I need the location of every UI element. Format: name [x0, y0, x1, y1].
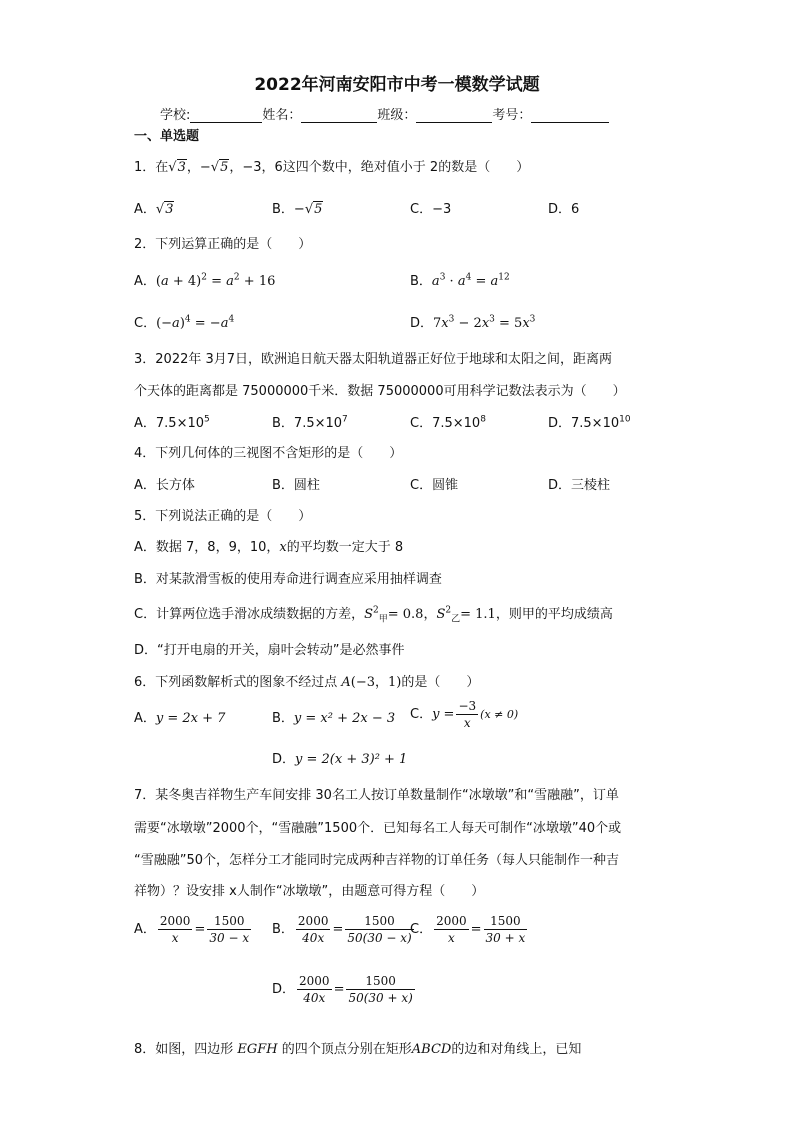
q7-c-num2: 1500	[484, 914, 528, 930]
q1-option-c: C．−3	[410, 202, 452, 217]
q7-a-label: A．	[134, 922, 156, 937]
q6-c-num: −3	[458, 699, 477, 713]
q7-d-frac2	[346, 974, 414, 1005]
school-blank	[190, 108, 262, 123]
q7-option-c	[410, 914, 529, 945]
q2-b-label: B．	[410, 274, 432, 289]
q1-b-sqrt5: √5	[304, 202, 323, 217]
question-6-stem	[134, 671, 479, 690]
question-8-stem	[134, 1038, 581, 1057]
q5-c-post: ，则甲的平均成绩高	[495, 607, 613, 622]
number-label: 考号：	[492, 108, 532, 123]
question-7-line-2: 需要“冰墩墩”2000个，“雪融融”1500个．已知每名工人每天可制作“冰墩墩”40个或	[134, 821, 622, 836]
q7-b-eq: =	[332, 922, 344, 937]
q7-a-num2: 1500	[207, 914, 251, 930]
q2-a-expr: $(a + 4)^2 = a^2 + 16$	[155, 272, 276, 289]
q7-a-den1: x	[171, 931, 179, 945]
q5-c-s2: = 1.1	[460, 607, 496, 622]
q2-a-label: A．	[134, 274, 156, 289]
neg-sqrt-5: −	[199, 160, 211, 175]
q6-c-fraction	[456, 699, 478, 730]
q7-c-den2: 30 + x	[485, 931, 526, 945]
q2-c-expr: $(-a)^4 = -a^4$	[156, 314, 235, 331]
q3-a-exp: 5	[204, 414, 210, 425]
q4-option-a: A．长方体	[134, 478, 195, 493]
q7-b-den1: 40x	[302, 931, 325, 945]
question-2-stem: 2．下列运算正确的是（ ）	[134, 237, 312, 252]
q6-option-b	[272, 707, 395, 726]
q2-c-label: C．	[134, 316, 157, 331]
q1-option-b: B．−√5	[272, 202, 323, 217]
q6-b-label: B．	[272, 711, 294, 726]
q3-option-b	[272, 412, 348, 431]
q5-c-sub2: 乙	[451, 614, 461, 625]
q1-b-label: B．	[272, 202, 294, 217]
q3-b-exp: 7	[342, 414, 348, 425]
q6-point: A	[341, 675, 351, 690]
q8-rect: ABCD	[411, 1042, 452, 1057]
q3-option-a	[134, 412, 210, 431]
q6-a-label: A．	[134, 711, 156, 726]
q2-d-label: D．	[410, 316, 434, 331]
q7-a-eq: =	[194, 922, 206, 937]
q7-c-frac1	[434, 914, 469, 945]
q7-d-num2: 1500	[346, 974, 414, 990]
q3-c-text: C．7.5×10	[410, 416, 481, 431]
q7-d-label: D．	[272, 982, 296, 997]
q4-option-d: D．三棱柱	[548, 478, 611, 493]
question-7-line-4: 祥物）？设安排 x人制作“冰墩墩”，由题意可得方程（ ）	[134, 884, 485, 899]
q7-c-num1: 2000	[436, 914, 467, 928]
q6-d-label: D．	[272, 752, 296, 767]
q6-a-expr: y = 2x + 7	[155, 711, 226, 726]
q5-a-post: 的平均数一定大于 8	[286, 540, 404, 555]
q7-b-label: B．	[272, 922, 294, 937]
q6-c-label: C．	[410, 707, 433, 722]
q7-c-frac2	[484, 914, 528, 945]
q7-d-num1: 2000	[299, 974, 330, 988]
q1-option-d: D．6	[548, 202, 580, 217]
question-7-line-1: 7．某冬奥吉祥物生产车间安排 30名工人按订单数量制作“冰墩墩”和“雪融融”，订单	[134, 788, 619, 803]
q3-b-text: B．7.5×10	[272, 416, 343, 431]
q1-mid: ，−3，6这四个数中，绝对值小于 2的数是（ ）	[229, 160, 530, 175]
q6-option-a	[134, 707, 225, 726]
q5-c-s1: = 0.8	[387, 607, 424, 622]
q6-pre: 6．下列函数解析式的图象不经过点	[134, 675, 342, 690]
name-blank	[301, 108, 377, 123]
q6-c-den: x	[463, 716, 471, 730]
q7-c-eq: =	[470, 922, 482, 937]
q8-pre: 8．如图，四边形	[134, 1042, 238, 1057]
sqrt-5: √5	[210, 160, 229, 175]
q7-b-num2: 1500	[345, 914, 413, 930]
section-heading: 一、单选题	[134, 129, 200, 144]
q7-option-b	[272, 914, 416, 945]
q6-option-d	[272, 748, 407, 767]
number-blank	[531, 108, 609, 123]
question-7-line-3: “雪融融”50个，怎样分工才能同时完成两种吉祥物的订单任务（每人只能制作一种吉	[134, 853, 620, 868]
q7-b-frac2	[345, 914, 413, 945]
q5-option-d: D．“打开电扇的开关，扇叶会转动”是必然事件	[134, 643, 405, 658]
q6-d-expr: y = 2(x + 3)² + 1	[295, 752, 408, 767]
question-3-line-1: 3．2022年 3月7日，欧洲追日航天器太阳轨道器正好位于地球和太阳之间，距离两	[134, 352, 613, 367]
q3-option-c	[410, 412, 486, 431]
q7-a-frac1	[158, 914, 193, 945]
q5-a-var: x	[279, 540, 287, 555]
q7-d-eq: =	[333, 982, 345, 997]
q6-c-lhs: y =	[432, 707, 455, 722]
q7-b-den2: 50(30 − x)	[347, 931, 412, 945]
q7-c-label: C．	[410, 922, 433, 937]
q1-a-sqrt3: √3	[155, 202, 174, 217]
q3-d-text: D．7.5×10	[548, 416, 620, 431]
q3-c-exp: 8	[480, 414, 486, 425]
name-label: 姓名：	[262, 108, 302, 123]
q7-a-num1: 2000	[159, 914, 191, 928]
q3-a-text: A．7.5×10	[134, 416, 205, 431]
q7-a-den2: 30 − x	[209, 931, 250, 945]
sqrt-3: √3	[168, 160, 186, 175]
class-blank	[416, 108, 492, 123]
q2-b-expr: $a^3 \cdot a^4 = a^{12}$	[431, 272, 510, 289]
q7-b-num1: 2000	[297, 914, 329, 928]
q2-option-a	[134, 270, 275, 289]
q5-c-sub1: 甲	[378, 614, 388, 625]
q7-a-frac2	[207, 914, 251, 945]
q5-c-pre: C．计算两位选手滑冰成绩数据的方差，	[134, 607, 365, 622]
q5-option-a	[134, 536, 403, 555]
q1-option-a	[134, 198, 174, 217]
q6-c-cond: (x ≠ 0)	[480, 708, 519, 721]
q1-a-label: A．	[134, 202, 156, 217]
q7-d-den1: 40x	[303, 991, 326, 1005]
q2-option-b	[410, 270, 510, 289]
q7-c-den1: x	[447, 931, 455, 945]
q6-post: 的是（ ）	[401, 675, 480, 690]
q4-option-b: B．圆柱	[272, 478, 320, 493]
q5-option-c: C．计算两位选手滑冰成绩数据的方差，$S^2_甲= 0.8$，$S^2_乙= 1.1$，则甲的平均成绩高	[134, 605, 613, 625]
q3-option-d	[548, 412, 631, 431]
question-3-line-2: 个天体的距离都是 75000000千米．数据 75000000可用科学记数法表示为（ ）	[134, 384, 626, 399]
q8-quad: EGFH	[237, 1042, 278, 1057]
question-4-stem: 4．下列几何体的三视图不含矩形的是（ ）	[134, 446, 403, 461]
question-5-stem: 5．下列说法正确的是（ ）	[134, 509, 312, 524]
q5-option-b: B．对某款滑雪板的使用寿命进行调查应采用抽样调查	[134, 572, 442, 587]
class-label: 班级：	[377, 108, 417, 123]
q5-a-pre: A．数据 7，8，9，10，	[134, 540, 280, 555]
q1-prefix: 1．在	[134, 160, 169, 175]
student-info-line	[160, 104, 609, 123]
q8-mid: 的四个顶点分别在矩形	[277, 1042, 412, 1057]
q2-option-c	[134, 312, 234, 331]
q7-d-frac1	[297, 974, 332, 1005]
q5-c-var2: $S^2_乙= 1.1$	[436, 605, 496, 625]
school-label: 学校:	[160, 108, 191, 123]
q6-option-c	[410, 699, 518, 730]
q5-c-var1: $S^2_甲= 0.8$	[364, 605, 424, 625]
question-1-stem: 1．在√3，−√5，−3，6这四个数中，绝对值小于 2的数是（ ）	[134, 160, 530, 175]
q7-option-d	[272, 974, 417, 1005]
q6-b-expr: y = x² + 2x − 3	[293, 711, 396, 726]
q7-d-den2: 50(30 + x)	[348, 991, 413, 1005]
q8-post: 的边和对角线上，已知	[451, 1042, 582, 1057]
q2-option-d	[410, 312, 535, 331]
q4-option-c: C．圆锥	[410, 478, 459, 493]
q2-d-expr: $7x^3 - 2x^3 = 5x^3$	[433, 314, 536, 331]
q7-option-a	[134, 914, 253, 945]
page-title: 2022年河南安阳市中考一模数学试题	[254, 75, 540, 95]
q7-b-frac1	[296, 914, 331, 945]
q6-coords: (−3，1)	[350, 675, 402, 690]
q3-d-exp: 10	[619, 414, 631, 425]
